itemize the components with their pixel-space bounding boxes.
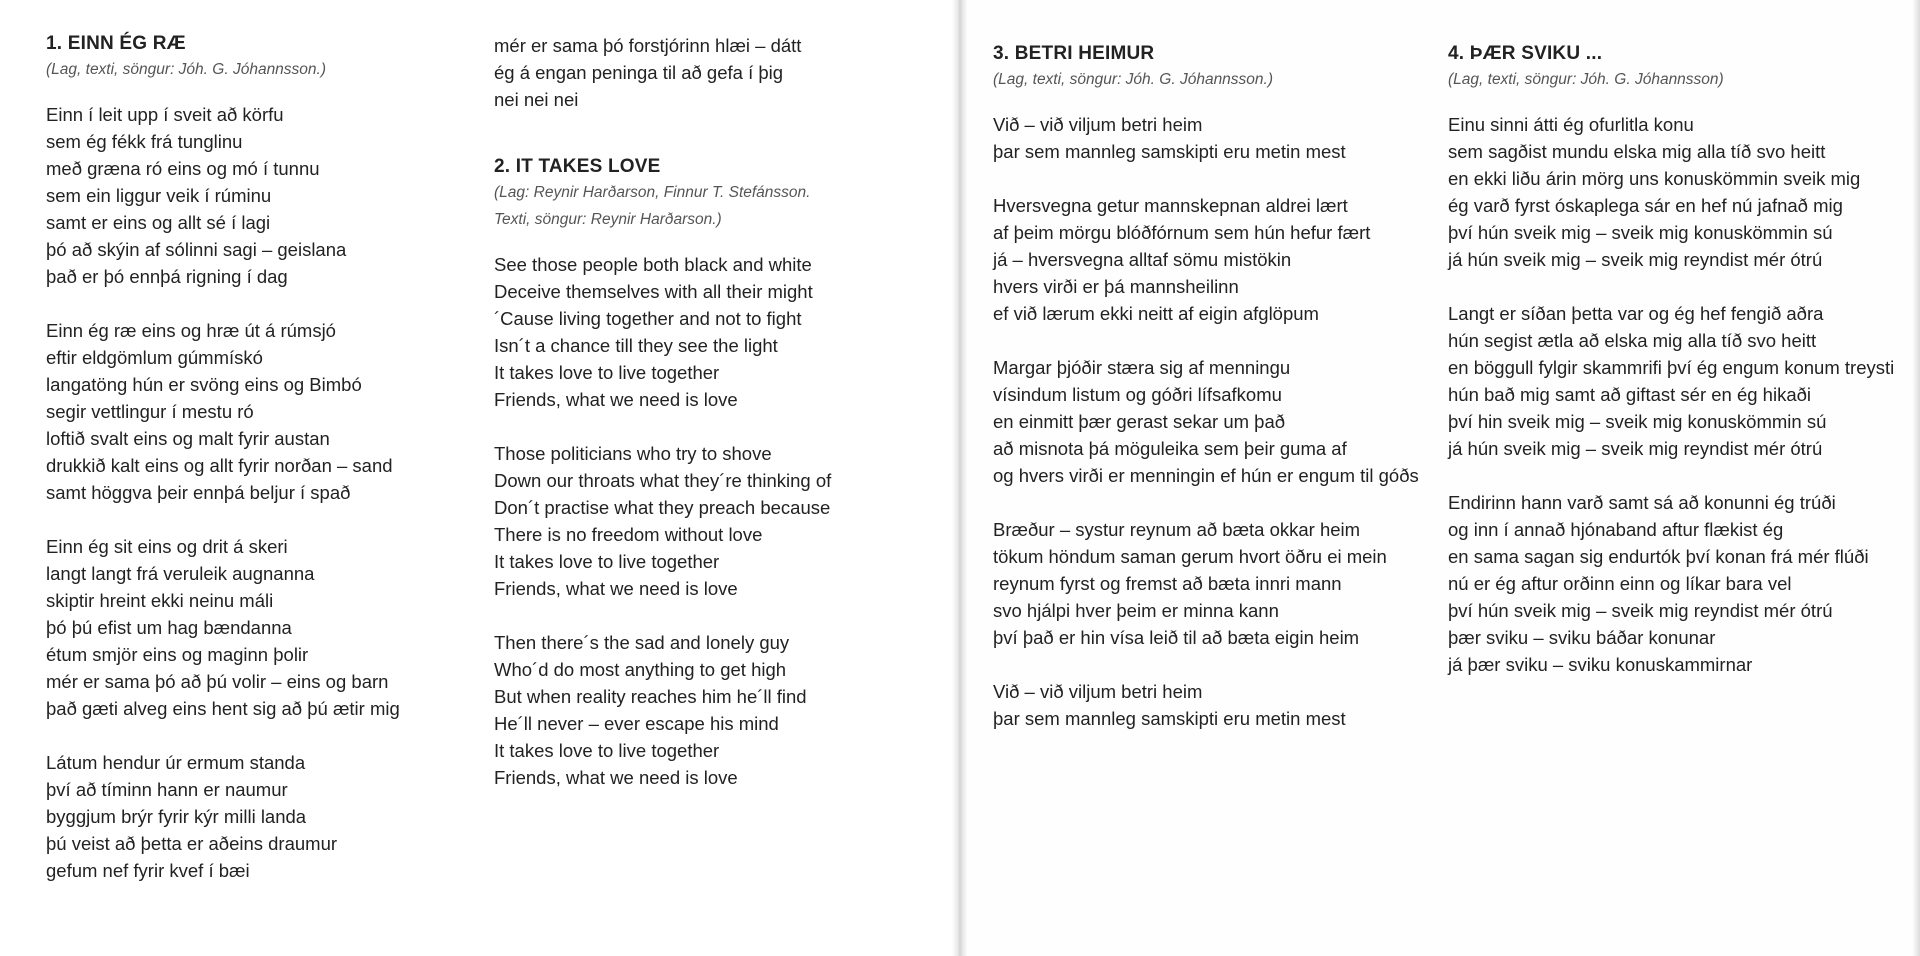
stanza — [46, 317, 486, 506]
lyric-line: tökum höndum saman gerum hvort öðru ei mein — [993, 546, 1387, 567]
song-credit-line: (Lag: Reynir Harðarson, Finnur T. Stefánsson. — [494, 184, 811, 201]
lyric-line: því hin sveik mig – sveik mig konuskömmin sú — [1448, 411, 1827, 432]
lyric-line: ég varð fyrst óskaplega sár en hef nú jafnað mig — [1448, 195, 1843, 216]
left-page — [0, 0, 952, 956]
lyric-line: því hún sveik mig – sveik mig konuskömmin sú — [1448, 222, 1833, 243]
lyric-line: He´ll never – ever escape his mind — [494, 713, 779, 734]
lyric-line: Langt er síðan þetta var og ég hef fengið aðra — [1448, 303, 1824, 324]
lyric-line: Við – við viljum betri heim — [993, 681, 1203, 702]
lyric-line: það er þó ennþá rigning í dag — [46, 266, 288, 287]
lyric-line: ´Cause living together and not to fight — [494, 308, 802, 329]
lyric-line: Then there´s the sad and lonely guy — [494, 632, 790, 653]
stanza — [993, 192, 1433, 327]
lyric-line: það gæti alveg eins hent sig að þú ætir mig — [46, 698, 400, 719]
lyric-line: hvers virði er þá mannsheilinn — [993, 276, 1239, 297]
lyric-line: Down our throats what they´re thinking of — [494, 470, 832, 491]
lyric-line: hún bað mig samt að giftast sér en ég hikaði — [1448, 384, 1812, 405]
stanza — [993, 354, 1433, 489]
stanza — [494, 251, 934, 413]
lyric-line: og hvers virði er menningin ef hún er engum til góðs — [993, 465, 1419, 486]
song-3 — [993, 42, 1433, 759]
lyric-line: en sama sagan sig endurtók því konan frá mér flúði — [1448, 546, 1869, 567]
lyric-line: reynum fyrst og fremst að bæta innri mann — [993, 573, 1342, 594]
lyric-line: þar sem mannleg samskipti eru metin mest — [993, 708, 1346, 729]
lyric-line: nei nei nei — [494, 89, 579, 110]
stanza — [993, 111, 1433, 165]
stanza — [1448, 300, 1895, 462]
song-1 — [46, 32, 486, 911]
stanza — [993, 678, 1433, 732]
lyric-line: og inn í annað hjónaband aftur flækist ég — [1448, 519, 1784, 540]
song-credit: (Lag, texti, söngur: Jóh. G. Jóhannsson) — [1448, 71, 1724, 88]
lyric-line: Friends, what we need is love — [494, 389, 738, 410]
lyric-line: Isn´t a chance till they see the light — [494, 335, 778, 356]
lyric-line: skiptir hreint ekki neinu máli — [46, 590, 274, 611]
lyric-line: þó að skýin af sólinni sagi – geislana — [46, 239, 347, 260]
song-credit-line: Texti, söngur: Reynir Harðarson.) — [494, 211, 722, 228]
lyric-line: Endirinn hann varð samt sá að konunni ég trúði — [1448, 492, 1836, 513]
lyric-line: þó þú efist um hag bændanna — [46, 617, 292, 638]
lyric-line: en böggull fylgir skammrifi því ég engum konum treysti — [1448, 357, 1895, 378]
lyric-line: It takes love to live together — [494, 362, 720, 383]
lyric-line: Deceive themselves with all their might — [494, 281, 813, 302]
lyric-line: segir vettlingur í mestu ró — [46, 401, 254, 422]
lyric-line: Einn í leit upp í sveit að körfu — [46, 104, 284, 125]
lyric-line: ef við lærum ekki neitt af eigin afglöpum — [993, 303, 1319, 324]
song-title: 4. ÞÆR SVIKU ... — [1448, 43, 1603, 64]
lyric-line: þar sem mannleg samskipti eru metin mest — [993, 141, 1346, 162]
stanza — [46, 101, 486, 290]
lyric-line: Margar þjóðir stæra sig af menningu — [993, 357, 1291, 378]
lyric-line: já hún sveik mig – sveik mig reyndist mér ótrú — [1448, 249, 1823, 270]
lyric-line: en ekki liðu árin mörg uns konuskömmin sveik mig — [1448, 168, 1861, 189]
lyric-line: But when reality reaches him he´ll find — [494, 686, 807, 707]
lyric-line: vísindum listum og góðri lífsafkomu — [993, 384, 1282, 405]
lyric-line: af þeim mörgu blóðfórnum sem hún hefur fært — [993, 222, 1371, 243]
lyric-line: já þær sviku – sviku konuskammirnar — [1448, 654, 1753, 675]
lyric-line: Friends, what we need is love — [494, 578, 738, 599]
lyric-line: því það er hin vísa leið til að bæta eigin heim — [993, 627, 1360, 648]
lyric-line: samt höggva þeir ennþá beljur í spað — [46, 482, 351, 503]
right-page — [968, 0, 1920, 956]
lyric-line: nú er ég aftur orðinn einn og líkar bara vel — [1448, 573, 1792, 594]
song-1-continuation — [494, 32, 934, 113]
song-credit: (Lag, texti, söngur: Jóh. G. Jóhannsson.) — [993, 71, 1274, 88]
lyric-line: It takes love to live together — [494, 551, 720, 572]
lyric-line: hún segist ætla að elska mig alla tíð svo heitt — [1448, 330, 1817, 351]
lyric-line: byggjum brýr fyrir kýr milli landa — [46, 806, 307, 827]
song-2 — [494, 155, 934, 791]
lyric-line: Einu sinni átti ég ofurlitla konu — [1448, 114, 1694, 135]
song-credit: (Lag, texti, söngur: Jóh. G. Jóhannsson.) — [46, 61, 327, 78]
lyric-line: Friends, what we need is love — [494, 767, 738, 788]
song-title: 3. BETRI HEIMUR — [993, 43, 1155, 64]
lyric-line: já – hversvegna alltaf sömu mistökin — [993, 249, 1292, 270]
lyric-line: eftir eldgömlum gúmmískó — [46, 347, 263, 368]
song-2-lyrics — [494, 251, 934, 791]
stanza — [1448, 489, 1888, 678]
stanza — [46, 749, 486, 884]
book-gutter — [952, 0, 968, 956]
lyric-line: ég á engan peninga til að gefa í þig — [494, 62, 784, 83]
lyric-line: Látum hendur úr ermum standa — [46, 752, 306, 773]
lyric-line: því að tíminn hann er naumur — [46, 779, 288, 800]
stanza — [993, 516, 1433, 651]
lyric-line: svo hjálpi hver þeim er minna kann — [993, 600, 1279, 621]
lyric-line: Hversvegna getur mannskepnan aldrei lært — [993, 195, 1348, 216]
song-4-lyrics — [1448, 111, 1895, 678]
lyric-line: með græna ró eins og mó í tunnu — [46, 158, 320, 179]
lyric-line: því hún sveik mig – sveik mig reyndist mér ótrú — [1448, 600, 1833, 621]
song-title: 2. IT TAKES LOVE — [494, 156, 661, 177]
page-edge — [1912, 0, 1920, 956]
lyric-line: sem sagðist mundu elska mig alla tíð svo heitt — [1448, 141, 1826, 162]
lyric-line: Við – við viljum betri heim — [993, 114, 1203, 135]
stanza — [46, 533, 486, 722]
lyric-line: It takes love to live together — [494, 740, 720, 761]
stanza — [1448, 111, 1888, 273]
lyric-line: Bræður – systur reynum að bæta okkar heim — [993, 519, 1361, 540]
song-title: 1. EINN ÉG RÆ — [46, 33, 186, 54]
lyric-line: étum smjör eins og maginn þolir — [46, 644, 309, 665]
lyric-line: þær sviku – sviku báðar konunar — [1448, 627, 1716, 648]
song-1-lyrics — [46, 101, 486, 884]
lyric-line: See those people both black and white — [494, 254, 812, 275]
lyric-line: Einn ég ræ eins og hræ út á rúmsjó — [46, 320, 336, 341]
lyric-line: en einmitt þær gerast sekar um það — [993, 411, 1286, 432]
lyric-line: Who´d do most anything to get high — [494, 659, 787, 680]
lyric-line: að misnota þá möguleika sem þeir guma af — [993, 438, 1347, 459]
lyric-line: já hún sveik mig – sveik mig reyndist mér ótrú — [1448, 438, 1823, 459]
lyric-line: Those politicians who try to shove — [494, 443, 772, 464]
lyric-line: mér er sama þó forstjórinn hlæi – dátt — [494, 35, 802, 56]
lyric-line: Don´t practise what they preach because — [494, 497, 831, 518]
lyric-line: There is no freedom without love — [494, 524, 763, 545]
lyric-line: drukkið kalt eins og allt fyrir norðan – sand — [46, 455, 393, 476]
lyric-line: þú veist að þetta er aðeins draumur — [46, 833, 338, 854]
lyric-line: langatöng hún er svöng eins og Bimbó — [46, 374, 362, 395]
song-credit — [494, 179, 934, 233]
lyric-line: sem ein liggur veik í rúminu — [46, 185, 272, 206]
column-2 — [494, 32, 934, 818]
song-3-lyrics — [993, 111, 1433, 732]
lyric-line: loftið svalt eins og malt fyrir austan — [46, 428, 330, 449]
stanza — [494, 629, 934, 791]
lyric-line: gefum nef fyrir kvef í bæi — [46, 860, 250, 881]
lyric-line: sem ég fékk frá tunglinu — [46, 131, 243, 152]
lyric-line: Einn ég sit eins og drit á skeri — [46, 536, 288, 557]
lyric-line: samt er eins og allt sé í lagi — [46, 212, 271, 233]
lyric-line: mér er sama þó að þú volir – eins og barn — [46, 671, 389, 692]
stanza — [494, 440, 934, 602]
song-4 — [1448, 42, 1895, 705]
lyric-line: langt langt frá veruleik augnanna — [46, 563, 315, 584]
